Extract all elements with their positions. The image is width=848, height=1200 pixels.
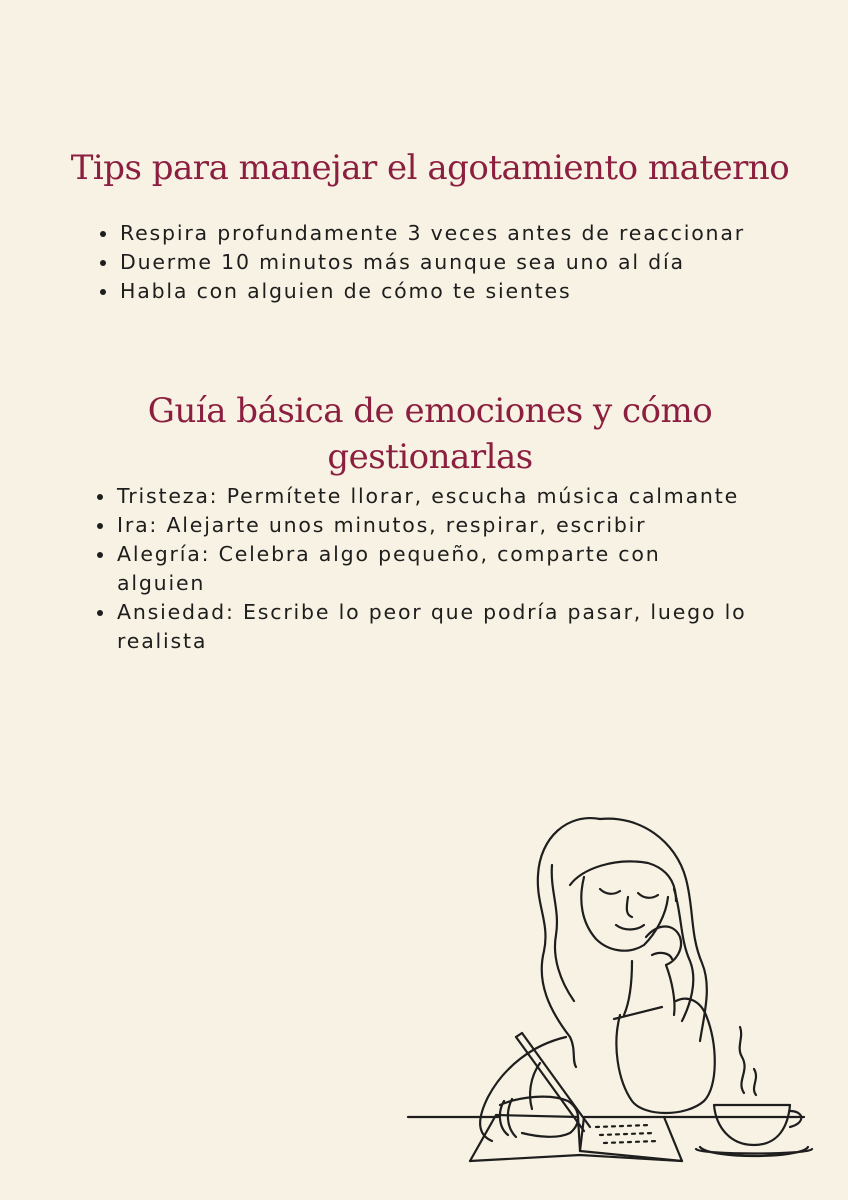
- emotions-guide-list: [95, 482, 755, 656]
- emotions-guide-title: Guía básica de emociones y cómo gestionarlas: [147, 391, 713, 477]
- list-item: Alegría: Celebra algo pequeño, comparte con alguien: [95, 540, 755, 598]
- steam: [754, 1069, 756, 1095]
- hair-outline: [538, 818, 600, 1067]
- closed-eye: [638, 893, 658, 898]
- list-item: Habla con alguien de cómo te sientes: [98, 277, 788, 306]
- list-item: Ansiedad: Escribe lo peor que podría pasar, luego lo realista: [95, 598, 755, 656]
- list-item: Ira: Alejarte unos minutos, respirar, escribir: [95, 511, 755, 540]
- list-item: Tristeza: Permítete llorar, escucha música calmante: [95, 482, 755, 511]
- woman-journaling-illustration: [400, 805, 820, 1175]
- closed-eye: [600, 889, 620, 894]
- hand: [646, 927, 681, 966]
- list-item: Respira profundamente 3 veces antes de reaccionar: [98, 219, 788, 248]
- tips-list: [98, 219, 788, 306]
- steam: [740, 1027, 745, 1093]
- tips-title: Tips para manejar el agotamiento materno: [70, 148, 790, 188]
- coffee-cup: [714, 1105, 790, 1145]
- smile: [616, 925, 644, 930]
- list-item: Duerme 10 minutos más aunque sea uno al día: [98, 248, 788, 277]
- face-outline: [581, 877, 668, 951]
